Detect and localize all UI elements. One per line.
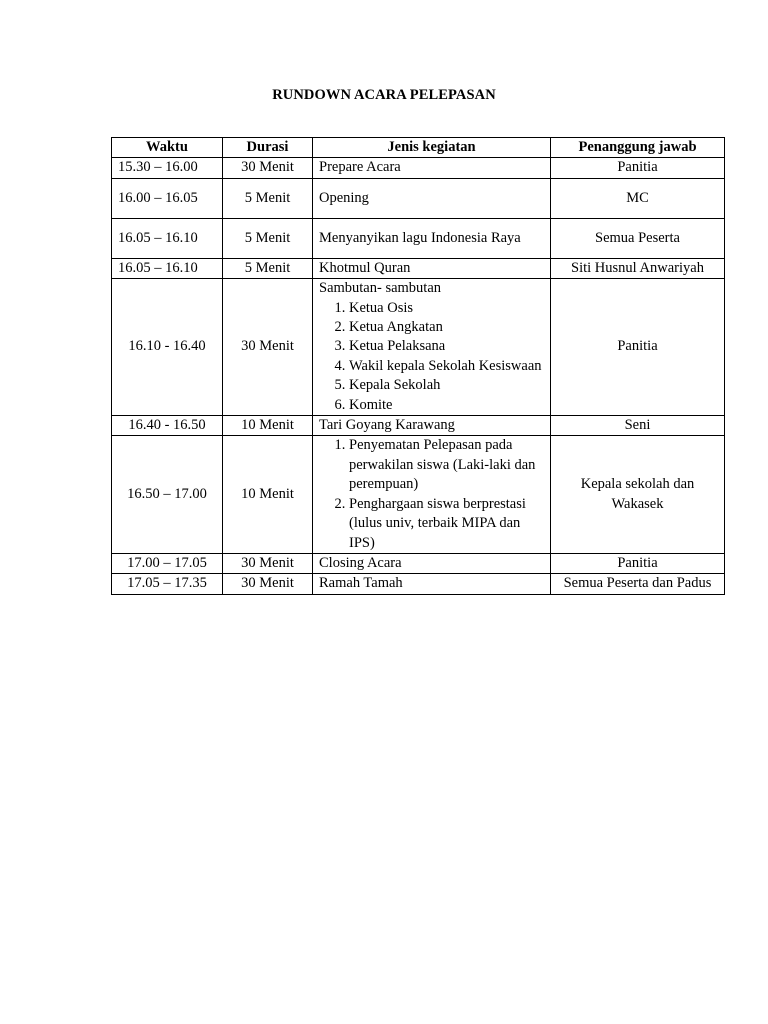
cell-penanggung-jawab: Siti Husnul Anwariyah (551, 258, 725, 278)
table-row (112, 258, 725, 278)
cell-durasi: 10 Menit (223, 436, 313, 553)
penyematan-list (319, 436, 544, 552)
cell-kegiatan (313, 279, 551, 416)
table-row (112, 158, 725, 178)
cell-penanggung-jawab: Panitia (551, 279, 725, 416)
header-jenis-kegiatan: Jenis kegiatan (313, 138, 551, 158)
list-item: 6. Komite (349, 396, 544, 415)
cell-durasi: 10 Menit (223, 416, 313, 436)
cell-durasi: 30 Menit (223, 279, 313, 416)
cell-kegiatan: Tari Goyang Karawang (313, 416, 551, 436)
cell-waktu: 16.00 – 16.05 (112, 178, 223, 218)
cell-waktu: 16.50 – 17.00 (112, 436, 223, 553)
cell-kegiatan (313, 436, 551, 553)
list-item: 1. Ketua Osis (349, 299, 544, 318)
table-row (112, 416, 725, 436)
cell-durasi: 5 Menit (223, 258, 313, 278)
header-penanggung-jawab: Penanggung jawab (551, 138, 725, 158)
cell-durasi: 30 Menit (223, 574, 313, 594)
cell-penanggung-jawab: Semua Peserta dan Padus (551, 574, 725, 594)
rundown-table (111, 137, 725, 595)
list-item: 4. Wakil kepala Sekolah Kesiswaan (349, 357, 544, 376)
sambutan-list (319, 299, 544, 415)
list-item: 1. Penyematan Pelepasan pada perwakilan siswa (Laki-laki dan perempuan) (349, 436, 544, 494)
cell-kegiatan: Ramah Tamah (313, 574, 551, 594)
header-durasi: Durasi (223, 138, 313, 158)
table-row (112, 436, 725, 553)
table-row (112, 178, 725, 218)
cell-penanggung-jawab: Kepala sekolah dan Wakasek (551, 436, 725, 553)
cell-waktu: 16.40 - 16.50 (112, 416, 223, 436)
list-item: 5. Kepala Sekolah (349, 376, 544, 395)
cell-durasi: 30 Menit (223, 553, 313, 573)
table-header-row (112, 138, 725, 158)
table-row (112, 553, 725, 573)
document-title: RUNDOWN ACARA PELEPASAN (272, 87, 496, 103)
cell-waktu: 17.00 – 17.05 (112, 553, 223, 573)
cell-waktu: 16.05 – 16.10 (112, 258, 223, 278)
cell-kegiatan: Prepare Acara (313, 158, 551, 178)
cell-waktu: 15.30 – 16.00 (112, 158, 223, 178)
header-waktu: Waktu (112, 138, 223, 158)
table-row (112, 279, 725, 416)
cell-penanggung-jawab: Semua Peserta (551, 218, 725, 258)
cell-durasi: 5 Menit (223, 178, 313, 218)
cell-waktu: 16.10 - 16.40 (112, 279, 223, 416)
cell-kegiatan: Closing Acara (313, 553, 551, 573)
table-row (112, 574, 725, 594)
cell-kegiatan: Khotmul Quran (313, 258, 551, 278)
cell-waktu: 16.05 – 16.10 (112, 218, 223, 258)
list-item: 2. Ketua Angkatan (349, 318, 544, 337)
cell-penanggung-jawab: Seni (551, 416, 725, 436)
cell-durasi: 30 Menit (223, 158, 313, 178)
cell-penanggung-jawab: Panitia (551, 158, 725, 178)
cell-penanggung-jawab: Panitia (551, 553, 725, 573)
cell-penanggung-jawab: MC (551, 178, 725, 218)
list-item: 3. Ketua Pelaksana (349, 337, 544, 356)
cell-durasi: 5 Menit (223, 218, 313, 258)
cell-kegiatan: Menyanyikan lagu Indonesia Raya (313, 218, 551, 258)
cell-kegiatan: Opening (313, 178, 551, 218)
list-item: 2. Penghargaan siswa berprestasi (lulus univ, terbaik MIPA dan IPS) (349, 495, 544, 553)
kegiatan-heading: Sambutan- sambutan (319, 280, 442, 297)
table-row (112, 218, 725, 258)
cell-waktu: 17.05 – 17.35 (112, 574, 223, 594)
